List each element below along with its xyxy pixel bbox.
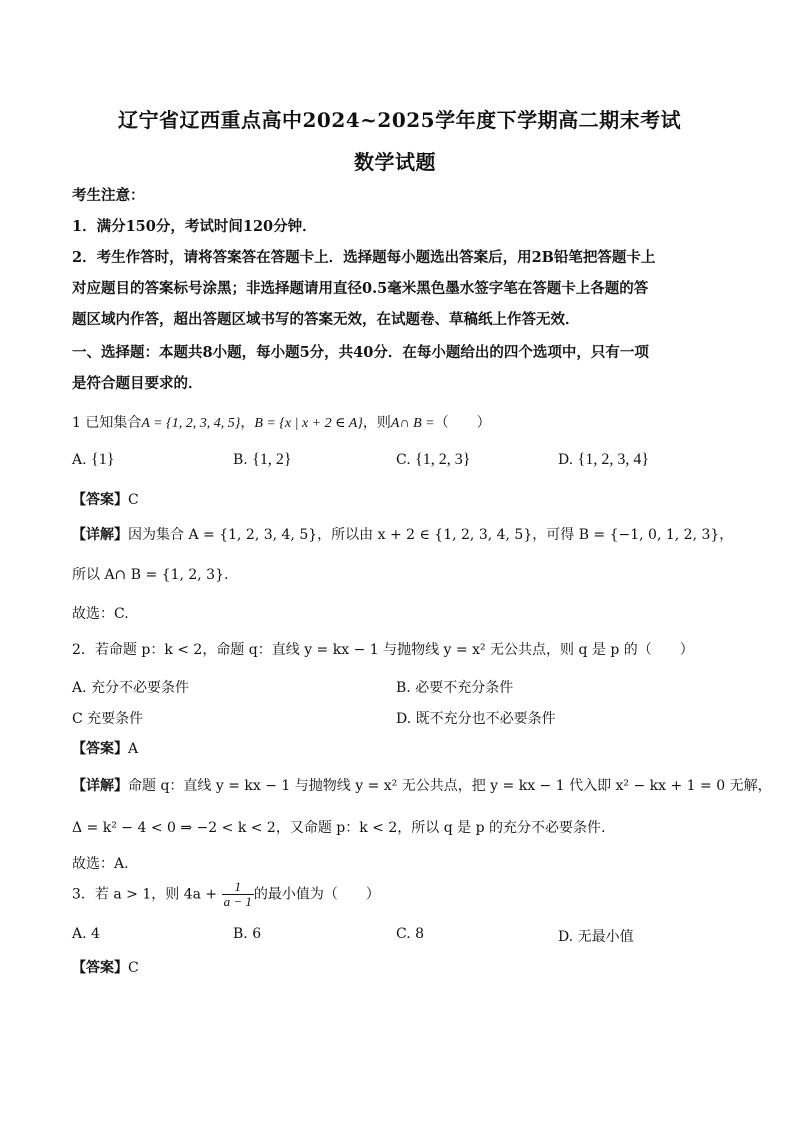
question-3-stem-suffix: 的最小值为（ ） [253,886,380,903]
notice-item-2-line-2: 对应题目的答案标号涂黑；非选择题请用直径0.5毫米黑色墨水签字笔在答题卡上各题的答 [72,280,649,297]
question-3-stem [72,880,380,909]
question-1-set-a: A = {1, 2, 3, 4, 5} [141,416,241,431]
question-2-option-b: B. 必要不充分条件 [396,680,514,696]
question-2-option-c: C 充要条件 [72,711,144,727]
question-3-option-a: A. 4 [72,926,100,942]
question-2-answer: 【答案】A [72,741,139,757]
question-1-stem [72,412,491,432]
question-3-fraction-numerator: 1 [222,880,254,895]
question-2-detail-line-1: 【详解】命题 q：直线 y = kx − 1 与抛物线 y = x² 无公共点，把 y = kx − 1 代入即 x² − kx + 1 = 0 无解， [72,778,772,794]
question-1-option-d: D. {1, 2, 3, 4} [558,451,649,468]
question-1-expr: A∩ B = [390,416,435,431]
question-1-prefix: 1 已知集合 [72,415,142,431]
question-3-answer: 【答案】C [72,960,139,976]
question-3-option-b: B. 6 [233,926,262,942]
page-title: 辽宁省辽西重点高中2024~2025学年度下学期高二期末考试 [118,108,682,132]
question-2-conclusion: 故选：A. [72,856,129,872]
question-1-option-a: A. {1} [72,451,115,468]
notice-item-1: 1．满分150分，考试时间120分钟． [72,218,317,235]
notice-heading: 考生注意： [72,187,145,204]
question-1-comma: ， [240,415,255,431]
question-3-fraction-denominator: a − 1 [223,894,252,909]
question-2-option-a: A. 充分不必要条件 [72,680,190,696]
page-subtitle: 数学试题 [354,150,436,174]
question-1-detail-line-1: 【详解】因为集合 A = {1, 2, 3, 4, 5}，所以由 x + 2 ∈ {1, 2, 3, 4, 5}，可得 B = {−1, 0, 1, 2, 3}， [72,527,734,543]
question-1-answer: 【答案】C [72,492,139,508]
question-1-option-b: B. {1, 2} [233,451,292,468]
question-1-option-c: C. {1, 2, 3} [396,451,471,468]
question-2-option-d: D. 既不充分也不必要条件 [396,711,556,727]
question-1-conclusion: 故选：C. [72,606,129,622]
question-3-stem-prefix: 3．若 a > 1，则 4a + [72,886,218,903]
question-1-then: ，则 [362,415,391,431]
notice-item-2-line-3: 题区域内作答，超出答题区域书写的答案无效，在试题卷、草稿纸上作答无效． [72,311,580,328]
question-2-detail-line-2: Δ = k² − 4 < 0 ⇒ −2 < k < 2，又命题 p：k < 2，所以 q 是 p 的充分不必要条件. [72,820,606,836]
question-3-option-c: C. 8 [396,926,425,942]
question-1-detail-line-2: 所以 A∩ B = {1, 2, 3}. [72,567,229,583]
notice-item-2-line-1: 2．考生作答时，请将答案答在答题卡上．选择题每小题选出答案后，用2B铅笔把答题卡上 [72,249,656,266]
question-1-paren: （ ） [434,415,491,431]
section-heading-line-2: 是符合题目要求的． [72,375,203,392]
question-2-stem: 2．若命题 p：k < 2，命题 q：直线 y = kx − 1 与抛物线 y = x² 无公共点，则 q 是 p 的（ ） [72,642,694,658]
question-1-set-b: B = {x | x + 2 ∈ A} [254,416,363,431]
question-3-fraction [222,880,254,909]
question-3-option-d: D. 无最小值 [558,929,634,945]
section-heading-line-1: 一、选择题：本题共8小题，每小题5分，共40分．在每小题给出的四个选项中，只有一项 [72,344,649,361]
